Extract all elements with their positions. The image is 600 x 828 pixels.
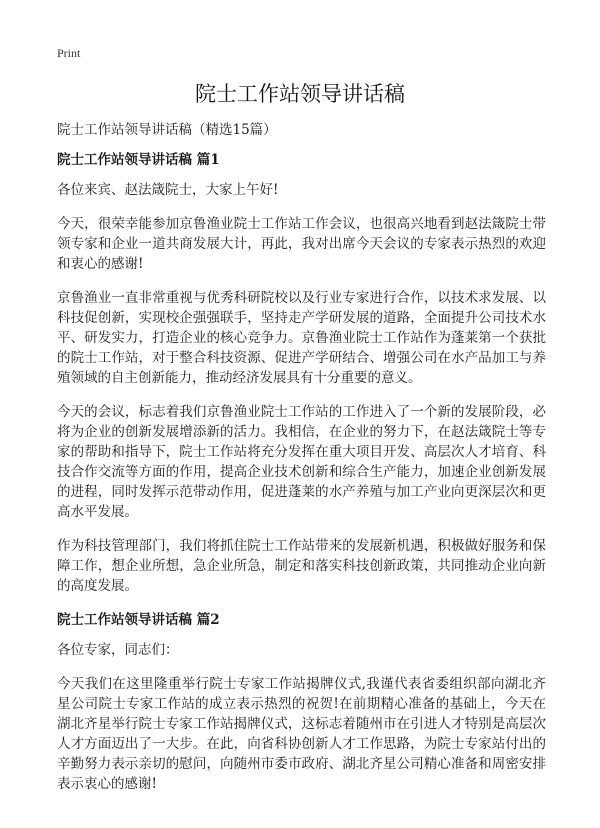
section-1 [57,150,546,596]
section-greeting: 各位专家，同志们： [57,642,179,658]
section-greeting: 各位来宾、赵法箴院士，大家上午好! [57,182,279,198]
paragraph: 今天的会议，标志着我们京鲁渔业院士工作站的工作进入了一个新的发展阶段，必将为企业的创新发展增添新的活力。我相信，在企业的努力下，在赵法箴院士等专家的帮助和指导下，院士工作站将充分发挥在重大项目开发、高层次人才培育、科技合作交流等方面的作用，提高企业技术创新和综合生产能力，加速企业创新发展的进程，同时发挥示范带动作用，促进蓬莱的水产养殖与加工产业向更深层次和更高水平发展。 [57,404,546,520]
section-heading: 院士工作站领导讲话稿 篇1 [57,152,220,168]
paragraph: 京鲁渔业一直非常重视与优秀科研院校以及行业专家进行合作，以技术求发展、以科技促创新，实现校企强强联手，坚持走产学研发展的道路，全面提升公司技术水平、研发实力，打造企业的核心竞争力。京鲁渔业院士工作站作为蓬莱第一个获批的院士工作站，对于整合科技资源、促进产学研结合、增强公司在水产品加工与养殖领域的自主创新能力，推动经济发展具有十分重要的意义。 [57,290,546,386]
paragraph: 今天，很荣幸能参加京鲁渔业院士工作站工作会议，也很高兴地看到赵法箴院士带领专家和企业一道共商发展大计，再此，我对出席今天会议的专家表示热烈的欢迎和衷心的感谢! [57,216,546,272]
paragraph: 今天我们在这里隆重举行院士专家工作站揭牌仪式,我谨代表省委组织部向湖北齐星公司院士专家工作站的成立表示热烈的祝贺!在前期精心准备的基础上，今天在湖北齐星举行院士专家工作站揭牌仪式，这标志着随州市在引进人才特别是高层次人才方面迈出了一大步。在此，向省科协创新人才工作思路，为院士专家站付出的辛勤努力表示亲切的慰问，向随州市委市政府、湖北齐星公司精心准备和周密安排表示衷心的感谢! [57,676,546,792]
document-body [57,120,546,808]
section-heading: 院士工作站领导讲话稿 篇2 [57,612,220,628]
section-2 [57,610,546,794]
print-link[interactable]: Print [57,46,81,60]
paragraph: 作为科技管理部门，我们将抓住院士工作站带来的发展新机遇，积极做好服务和保障工作，想企业所想，急企业所急，制定和落实科技创新政策，共同推动企业向新的高度发展。 [57,538,546,594]
page-title: 院士工作站领导讲话稿 [195,82,405,106]
document-subtitle: 院士工作站领导讲话稿（精选15篇） [57,122,277,138]
